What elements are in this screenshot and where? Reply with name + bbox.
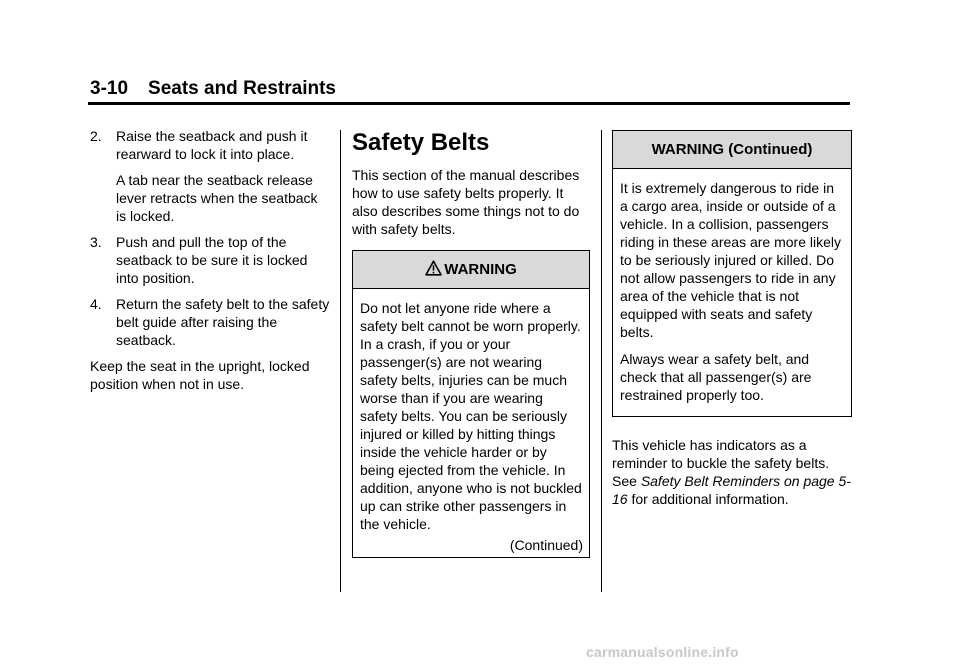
step-item [90,295,330,349]
page-number: 3-10 [90,78,129,99]
warning-box [352,250,590,558]
section-title: Safety Belts [352,129,490,156]
intro-paragraph: This section of the manual describes how to use safety belts properly. It also describes some things not to do with safety belts. [352,167,580,237]
step-text: Return the safety belt to the safety belt guide after raising the seatback. [116,296,330,348]
warning-continued-body [613,169,851,416]
warning-header [353,251,589,289]
column-divider-1 [340,130,341,592]
warning-continued-text-1: It is extremely dangerous to ride in a cargo area, inside or outside of a vehicle. In a collision, passengers riding in these areas are more likely to be seriously injured or killed. Do not allow passengers to ride in any area of the vehicle that is not equipped with seats and safety belts. [620,180,841,340]
warning-text: Do not let anyone ride where a safety belt cannot be worn properly. In a crash, if you or your passenger(s) are not wearing safety belts, injuries can be much worse than if you are wearing safety belts. You can be seriously injured or killed by hitting things inside the vehicle harder or by being ejected from the vehicle. In addition, anyone who is not buckled up can strike other passengers in the vehicle. [360,300,582,532]
column-left [90,127,330,401]
step-number: 3. [90,234,102,250]
column-right [612,127,852,516]
step-text: Raise the seatback and push it rearward to lock it into place. [116,128,308,162]
reminder-lead: This vehicle has indicators as a reminder to buckle the safety belts. See [612,437,830,489]
warning-heading: WARNING [444,261,517,278]
warning-continued-text-2: Always wear a safety belt, and check that all passenger(s) are restrained properly too. [620,351,812,403]
warning-body [353,289,589,557]
warning-continued-box [612,130,852,417]
step-text: Push and pull the top of the seatback to be sure it is locked into position. [116,234,308,286]
step-number: 4. [90,296,102,312]
warning-triangle-icon [425,253,442,290]
reminder-tail: for additional information. [631,491,789,507]
reminder-paragraph [612,436,852,508]
warning-continued-header: WARNING (Continued) [613,131,851,169]
continued-label: (Continued) [509,537,583,553]
page-header [90,78,336,100]
closing-paragraph: Keep the seat in the upright, locked position when not in use. [90,358,310,392]
header-rule [88,102,850,105]
step-item [90,233,330,287]
step-note: A tab near the seatback release lever retracts when the seatback is locked. [116,172,318,224]
watermark: carmanualsonline.info [586,644,739,660]
column-divider-2 [601,130,602,592]
step-item [90,127,330,163]
reminder-reference: Safety Belt Reminders on page 5-16 [612,473,851,507]
step-number: 2. [90,128,102,144]
column-middle [352,127,590,558]
chapter-title: Seats and Restraints [148,78,336,99]
